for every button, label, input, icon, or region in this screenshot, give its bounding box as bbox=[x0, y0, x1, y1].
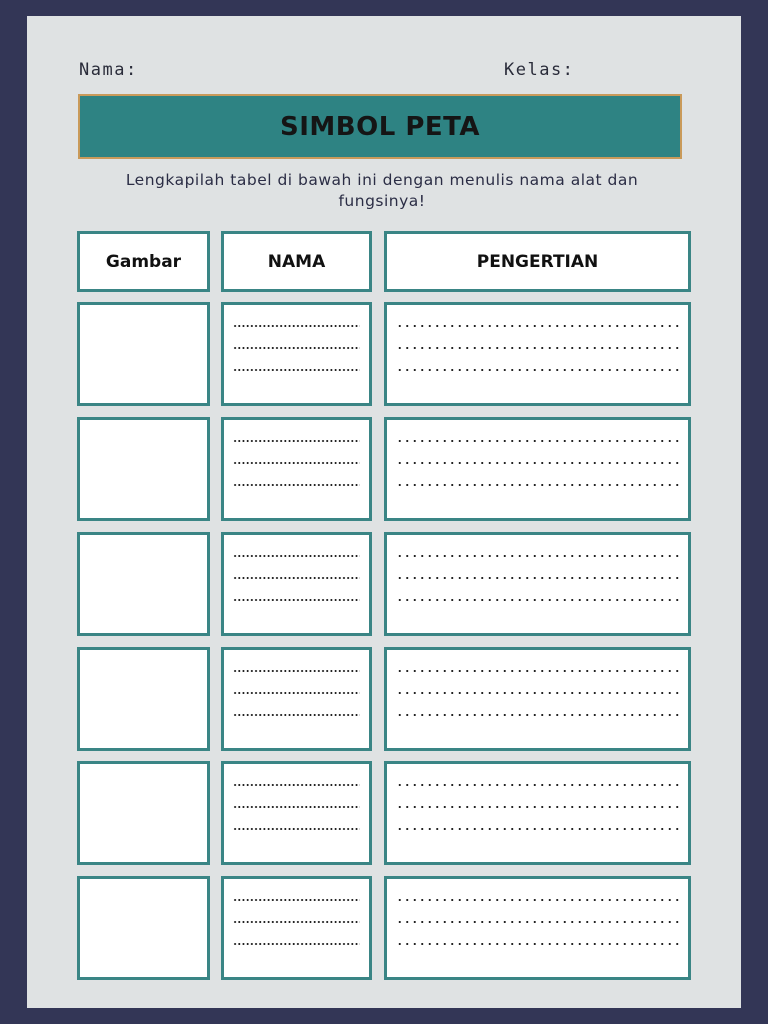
dotted-answer-line[interactable] bbox=[396, 599, 679, 601]
header-gambar-label: Gambar bbox=[105, 251, 182, 272]
title-banner bbox=[78, 94, 682, 159]
dotted-answer-line[interactable] bbox=[396, 325, 679, 327]
dotted-answer-line[interactable] bbox=[396, 577, 679, 579]
image-cell[interactable] bbox=[77, 876, 210, 980]
dotted-answer-line[interactable] bbox=[233, 806, 360, 808]
image-cell[interactable] bbox=[77, 761, 210, 865]
dotted-lines bbox=[396, 555, 679, 621]
dotted-answer-line[interactable] bbox=[233, 325, 360, 327]
dotted-answer-line[interactable] bbox=[233, 899, 360, 901]
dotted-answer-line[interactable] bbox=[233, 462, 360, 464]
dotted-answer-line[interactable] bbox=[396, 369, 679, 371]
class-label: Kelas: bbox=[504, 60, 575, 80]
dotted-answer-line[interactable] bbox=[233, 670, 360, 672]
dotted-answer-line[interactable] bbox=[396, 714, 679, 716]
dotted-answer-line[interactable] bbox=[233, 369, 360, 371]
dotted-lines bbox=[396, 899, 679, 965]
dotted-answer-line[interactable] bbox=[233, 921, 360, 923]
definition-answer-cell[interactable] bbox=[384, 876, 691, 980]
name-answer-cell[interactable] bbox=[221, 302, 372, 406]
dotted-answer-line[interactable] bbox=[233, 784, 360, 786]
definition-answer-cell[interactable] bbox=[384, 532, 691, 636]
name-answer-cell[interactable] bbox=[221, 761, 372, 865]
dotted-answer-line[interactable] bbox=[233, 943, 360, 945]
dotted-answer-line[interactable] bbox=[396, 670, 679, 672]
dotted-lines bbox=[233, 440, 360, 506]
dotted-lines bbox=[233, 325, 360, 391]
dotted-lines bbox=[396, 325, 679, 391]
dotted-answer-line[interactable] bbox=[233, 577, 360, 579]
dotted-answer-line[interactable] bbox=[396, 899, 679, 901]
name-label: Nama: bbox=[79, 60, 138, 80]
dotted-lines bbox=[396, 784, 679, 850]
dotted-answer-line[interactable] bbox=[396, 784, 679, 786]
dotted-answer-line[interactable] bbox=[233, 599, 360, 601]
dotted-answer-line[interactable] bbox=[233, 692, 360, 694]
name-answer-cell[interactable] bbox=[221, 532, 372, 636]
image-cell[interactable] bbox=[77, 302, 210, 406]
header-nama bbox=[221, 231, 372, 292]
image-cell[interactable] bbox=[77, 532, 210, 636]
definition-answer-cell[interactable] bbox=[384, 761, 691, 865]
image-cell[interactable] bbox=[77, 417, 210, 521]
dotted-answer-line[interactable] bbox=[233, 555, 360, 557]
page-title: SIMBOL PETA bbox=[280, 111, 480, 142]
dotted-answer-line[interactable] bbox=[233, 440, 360, 442]
dotted-answer-line[interactable] bbox=[396, 440, 679, 442]
dotted-lines bbox=[233, 555, 360, 621]
dotted-answer-line[interactable] bbox=[396, 484, 679, 486]
definition-answer-cell[interactable] bbox=[384, 302, 691, 406]
dotted-lines bbox=[233, 670, 360, 736]
header-pengertian-label: PENGERTIAN bbox=[476, 251, 599, 272]
header-nama-label: NAMA bbox=[267, 251, 326, 272]
instruction-text: Lengkapilah tabel di bawah ini dengan menulis nama alat dan fungsinya! bbox=[125, 171, 639, 210]
name-answer-cell[interactable] bbox=[221, 647, 372, 751]
dotted-lines bbox=[233, 899, 360, 965]
header-gambar bbox=[77, 231, 210, 292]
dotted-answer-line[interactable] bbox=[396, 828, 679, 830]
definition-answer-cell[interactable] bbox=[384, 647, 691, 751]
dotted-answer-line[interactable] bbox=[396, 806, 679, 808]
dotted-answer-line[interactable] bbox=[396, 692, 679, 694]
dotted-lines bbox=[396, 670, 679, 736]
dotted-answer-line[interactable] bbox=[396, 943, 679, 945]
dotted-answer-line[interactable] bbox=[396, 462, 679, 464]
worksheet-page bbox=[27, 16, 741, 1008]
name-answer-cell[interactable] bbox=[221, 417, 372, 521]
image-cell[interactable] bbox=[77, 647, 210, 751]
header-pengertian bbox=[384, 231, 691, 292]
dotted-answer-line[interactable] bbox=[396, 921, 679, 923]
dotted-lines bbox=[233, 784, 360, 850]
dotted-answer-line[interactable] bbox=[396, 555, 679, 557]
definition-answer-cell[interactable] bbox=[384, 417, 691, 521]
dotted-answer-line[interactable] bbox=[396, 347, 679, 349]
dotted-answer-line[interactable] bbox=[233, 484, 360, 486]
name-answer-cell[interactable] bbox=[221, 876, 372, 980]
dotted-lines bbox=[396, 440, 679, 506]
dotted-answer-line[interactable] bbox=[233, 828, 360, 830]
dotted-answer-line[interactable] bbox=[233, 714, 360, 716]
dotted-answer-line[interactable] bbox=[233, 347, 360, 349]
